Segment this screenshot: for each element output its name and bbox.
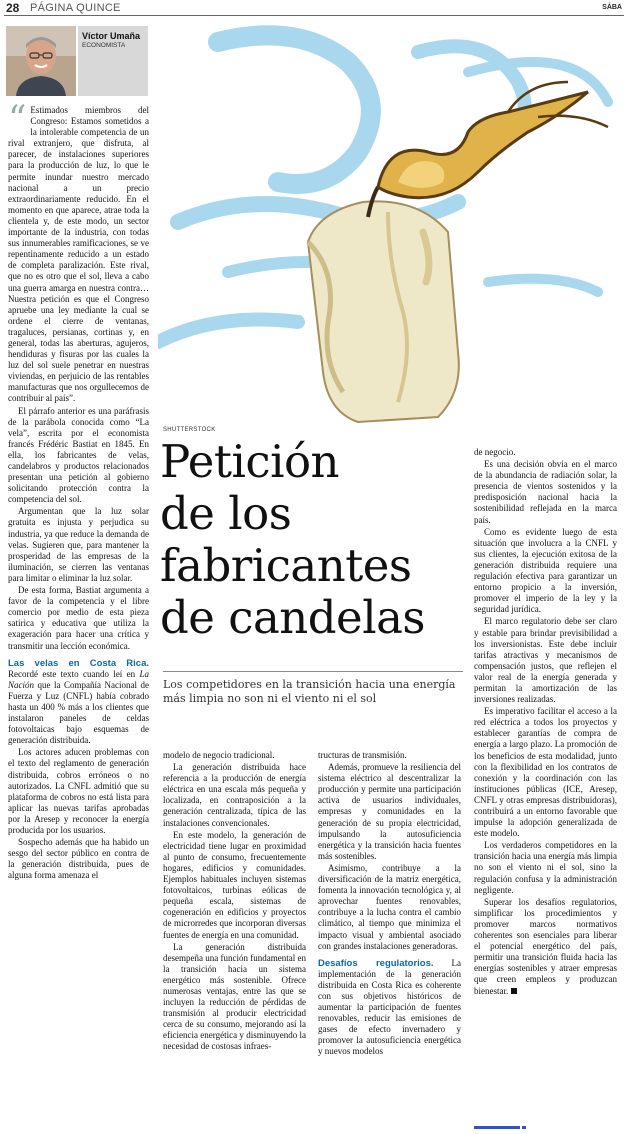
paragraph: modelo de negocio tradicional.: [163, 750, 275, 760]
paragraph: Sospecho además que ha habido un sesgo del sector público en contra de la generación distribuida, pues de alguna forma amenaza el: [8, 837, 149, 881]
paragraph: “ Estimados miembros del Congreso: Estamos sometidos a la intolerable competencia de un rival extranjero, que disfruta, al parecer, de instalaciones superiores para la producción de luz, lo que le permite inundar nuestro mercado nacional a un precio extraordinariamente reducido. En el momento en que aparece, atrae toda la clientela y, de este modo, un sector importante de la industria, con todas sus innumerables ramificaciones, se ve repentinamente reducido a un estado de completa paralización. Este rival, que no es otro que el sol, lleva a cabo una guerra amarga en nuestra contra… Nuestra petición es que el Congreso apruebe una ley mediante la cual se ordene el cierre de ventanas, tragaluces, persianas, cortinas y, en general, todas las aberturas, agujeros, hendiduras y fisuras por las cuales la luz del sol suele penetrar en nuestras viviendas, en perjuicio de las rentables manufacturas que nos orgullecemos de contribuir al país”.: [8, 99, 149, 404]
paragraph: tructuras de transmisión.: [318, 750, 407, 760]
subhead: Desafíos regulatorios.: [318, 957, 434, 969]
paragraph: de negocio.: [474, 447, 516, 457]
paragraph: Los verdaderos competidores en la transición hacia una energía más limpia no son el viento ni el sol, sino la regulación confusa y la administración negligente.: [474, 840, 617, 895]
quote-icon: “: [8, 99, 27, 140]
author-box: [6, 26, 148, 96]
candle-illustration: [158, 22, 624, 430]
author-portrait-icon: [6, 26, 76, 96]
article-column-1: [8, 99, 149, 882]
section-name: PÁGINA QUINCE: [30, 2, 121, 14]
article-column-3: [318, 750, 461, 1059]
paragraph: Asimismo, contribuye a la diversificación de la matriz energética, fomenta la innovación tecnológica y, al aprovechar fuentes renovables, contribuye a la lucha contra el cambio climático, al tiempo que minimiza el impacto visual y ambiental asociado con grandes instalaciones generadoras.: [318, 862, 461, 951]
headline: Petición de los fabricantes de candelas: [160, 435, 426, 644]
paragraph: Es una decisión obvia en el marco de la abundancia de radiación solar, la presencia de vientos sostenidos y la predisposición nacional hacia la sostenibilidad reflejada en la marca país.: [474, 459, 617, 525]
paragraph: El marco regulatorio debe ser claro y estable para brindar previsibilidad a los inversionistas. Este debe incluir tarifas atractivas y mecanismos de compensación justos, que reflejen el valor real de la energía generada y permitan la amortización de las inversiones realizadas.: [474, 616, 617, 705]
article-column-2: [163, 750, 306, 1054]
author-info: [78, 26, 148, 96]
paragraph: En este modelo, la generación de electricidad tiene lugar en proximidad al punto de consumo, frecuentemente hogares, edificios y comunidades. Ejemplos habituales incluyen sistemas fotovoltaicos, turbinas eólicas de pequeña escala, sistemas de cogeneración en edificios y proyectos de microrredes que incorporan diversas fuentes de energía en una comunidad.: [163, 829, 306, 940]
paragraph: Superar los desafíos regulatorios, simplificar los procedimientos y promover marcos normativos coherentes son esenciales para liberar el potencial energético del país, permitir una transición fluida hacia las energías sostenibles y atraer empresas que creen empleos y produzcan bienestar.: [474, 896, 617, 996]
paragraph: Como es evidente luego de esta situación que involucra a la CNFL y sus clientes, la ejecución exitosa de la generación distribuida requiere una regulación efectiva para garantizar un entorno propicio a la inversión, promover el imperio de la ley y la seguridad jurídica.: [474, 526, 617, 615]
publication-name: SÁBA: [602, 4, 622, 11]
paragraph: Las velas en Costa Rica. Recordé este texto cuando leí en La Nación que la Compañía Nacional de Fuerza y Luz (CNFL) había cobrado hasta un 400 % más a los clientes que instalaron paneles de celdas fotovoltaicas bajo esquemas de generación distribuida.: [8, 657, 149, 746]
candle-icon: [158, 22, 624, 430]
article-column-4: [474, 447, 617, 998]
paragraph: Además, promueve la resiliencia del sistema eléctrico al descentralizar la producción y permite una participación activa de usuarios individuales, empresas y comunidades en la generación de su propia electricidad, impulsando la autosuficiencia energética y la transición hacia fuentes más sostenibles.: [318, 762, 461, 861]
deck: Los competidores en la transición hacia una energía más limpia no son ni el viento ni el sol: [163, 671, 463, 706]
photo-credit: SHUTTERSTOCK: [163, 427, 216, 433]
paragraph: La generación distribuida hace referencia a la producción de energía eléctrica en una escala más pequeña y localizada, en contraposición a la generación centralizada, típica de las instalaciones convencionales.: [163, 762, 306, 828]
paragraph: De esta forma, Bastiat argumenta a favor de la competencia y el libre comercio por medio de esta pieza satírica y educativa que utiliza la exageración para hacer una crítica y transmitir una lección económica.: [8, 585, 149, 651]
subhead: Las velas en Costa Rica.: [8, 657, 149, 669]
author-photo: [6, 26, 76, 96]
author-name: Víctor Umaña: [82, 31, 141, 41]
paragraph: Es imperativo facilitar el acceso a la red eléctrica a todos los proyectos y establecer garantías de compra de energía a largo plazo. La promoción de los beneficios de esta modalidad, junto con la flexibilidad en los contratos de conexión y la coordinación con las instituciones públicas (ICE, Aresep, CNFL y otras empresas distribuidoras), contribuirá a un entorno favorable que impulse la adopción generalizada de este modelo.: [474, 706, 617, 839]
paragraph: Desafíos regulatorios. La implementación de la generación distribuida en Costa Rica es coherente con sus objetivos históricos de aumentar la participación de fuentes renovables, reducir las emisiones de gases de efecto invernadero y promover la autosuficiencia energética y nuevos modelos: [318, 957, 461, 1057]
paragraph: El párrafo anterior es una paráfrasis de la parábola conocida como “La vela”, escrita por el economista francés Frédéric Bastiat en 1845. En ella, los fabricantes de velas, candelabros y productos relacionados presentan una petición al gobierno solicitando protección contra la competencia del sol.: [8, 405, 149, 505]
end-mark-icon: [511, 988, 517, 994]
paragraph: Los actores aducen problemas con el texto del reglamento de generación distribuida, cobros erróneos o no autorizados. La CNFL admitió que su plataforma de cobros no está lista para aplicar las nuevas tarifas aprobadas por la Aresep y reconocer la energía producida por los usuarios.: [8, 747, 149, 835]
paragraph: Argumentan que la luz solar gratuita es injusta y perjudica su industria, ya que reduce la demanda de velas. Sugieren que, para mantener la prosperidad de las empresas de la iluminación, se cierren las ventanas para limitar o eliminar la luz solar.: [8, 506, 149, 583]
author-email-link-tail: [522, 1126, 526, 1129]
page-number: 28: [6, 1, 20, 15]
paragraph: La generación distribuida desempeña una función fundamental en la transición hacia un sistema energético más sostenible. Ofrece numerosas ventajas, entre las que se incluyen la reducción de pérdidas de transmisión al producir electricidad cerca de su consumo, mejorando así la eficiencia energética y disminuyendo la necesidad de costosas infraes-: [163, 941, 306, 1052]
page-header: [4, 0, 624, 16]
author-email-link[interactable]: [474, 1126, 520, 1129]
author-role: ECONOMISTA: [82, 42, 126, 49]
